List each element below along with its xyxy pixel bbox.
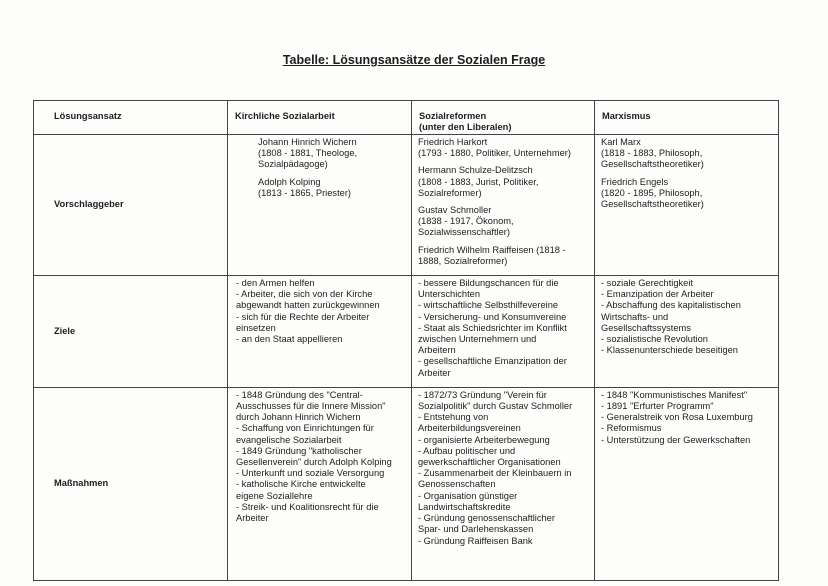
table-cell-marx xyxy=(595,276,779,388)
cell-line: - 1848 Gründung des "Central- xyxy=(236,389,363,400)
table-row xyxy=(34,276,779,388)
cell-line: - Aufbau politischer und xyxy=(418,445,516,456)
cell-line: Arbeiter xyxy=(418,367,451,378)
cell-line: - wirtschaftliche Selbsthilfevereine xyxy=(418,300,559,311)
cell-entry xyxy=(601,278,774,356)
cell-line: Arbeiterbildungsvereinen xyxy=(418,423,521,434)
cell-line: (1813 - 1865, Priester) xyxy=(258,187,352,198)
cell-line: - Unterkunft und soziale Versorgung xyxy=(236,468,385,479)
cell-entry xyxy=(418,390,590,547)
cell-line: Gesellschaftstheoretiker) xyxy=(601,159,704,170)
cell-line: - gesellschaftliche Emanzipation der xyxy=(418,356,567,367)
cell-line: Landwirtschaftskredite xyxy=(418,501,511,512)
table-cell-kirche xyxy=(228,387,412,580)
table-row xyxy=(34,135,779,276)
cell-line: Hermann Schulze-Delitzsch xyxy=(418,165,533,176)
cell-line: - Streik- und Koalitionsrecht für die xyxy=(236,501,379,512)
cell-line: - sozialistische Revolution xyxy=(601,334,708,345)
cell-line: - Klassenunterschiede beseitigen xyxy=(601,345,738,356)
cell-line: (1808 - 1881, Theologe, xyxy=(258,148,358,159)
cell-line: - Generalstreik von Rosa Luxemburg xyxy=(601,412,753,423)
cell-line: - Emanzipation der Arbeiter xyxy=(601,289,714,300)
cell-entry xyxy=(418,165,590,199)
page-title: Tabelle: Lösungsansätze der Sozialen Frage xyxy=(282,53,546,67)
cell-line: - Reformismus xyxy=(601,423,662,434)
cell-line: Wirtschafts- und xyxy=(601,311,669,322)
cell-line: - sich für die Rechte der Arbeiter xyxy=(236,311,370,322)
header-kirchliche-sozialarbeit: Kirchliche Sozialarbeit xyxy=(228,101,412,135)
cell-line: Johann Hinrich Wichern xyxy=(258,137,357,147)
cell-line: eigene Soziallehre xyxy=(236,490,313,501)
cell-line: Arbeiter xyxy=(236,513,269,524)
cell-line: (1820 - 1895, Philosoph, xyxy=(601,187,703,198)
header-marxismus: Marxismus xyxy=(595,101,779,135)
cell-line: Spar- und Darlehenskassen xyxy=(418,524,534,535)
cell-line: Sozialpädagoge) xyxy=(258,159,328,170)
cell-line: Ausschusses für die Innere Mission" xyxy=(236,401,386,412)
cell-entry xyxy=(256,177,407,199)
cell-entry xyxy=(418,278,590,379)
row-label: Maßnahmen xyxy=(34,387,228,580)
cell-line: - Gründung Raiffeisen Bank xyxy=(418,535,533,546)
header-line: Sozialreformen xyxy=(419,111,487,121)
cell-line: - Staat als Schiedsrichter im Konflikt xyxy=(418,322,567,333)
cell-line: - Schaffung von Einrichtungen für xyxy=(236,423,374,434)
cell-entry xyxy=(418,205,590,239)
table-cell-liberal xyxy=(412,135,595,276)
cell-entry xyxy=(418,137,590,159)
table-cell-marx xyxy=(595,135,779,276)
cell-line: (1838 - 1917, Ökonom, xyxy=(418,216,514,227)
table-cell-liberal xyxy=(412,387,595,580)
cell-line: - Organisation günstiger xyxy=(418,490,518,501)
cell-line: Sozialreformer) xyxy=(418,187,482,198)
cell-line: - den Armen helfen xyxy=(236,278,315,289)
header-line: (unter den Liberalen) xyxy=(419,122,512,133)
table-cell-liberal xyxy=(412,276,595,388)
cell-entry xyxy=(601,177,774,211)
table-row xyxy=(34,387,779,580)
cell-line: durch Johann Hinrich Wichern xyxy=(236,412,361,423)
cell-line: Sozialpolitik" durch Gustav Schmoller xyxy=(418,401,573,412)
cell-line: (1808 - 1883, Jurist, Politiker, xyxy=(418,176,539,187)
cell-line: Gustav Schmoller xyxy=(418,205,492,216)
row-label: Ziele xyxy=(34,276,228,388)
cell-line: Gesellschaftssystems xyxy=(601,322,691,333)
cell-line: Arbeitern xyxy=(418,345,456,356)
cell-entry xyxy=(256,137,407,171)
cell-line: - Zusammenarbeit der Kleinbauern in xyxy=(418,468,572,479)
cell-entry xyxy=(601,137,774,171)
cell-line: Friedrich Engels xyxy=(601,176,669,187)
cell-line: gewerkschaftlicher Organisationen xyxy=(418,457,561,468)
cell-line: - organisierte Arbeiterbewegung xyxy=(418,434,550,445)
cell-line: einsetzen xyxy=(236,322,276,333)
cell-line: - 1849 Gründung "katholischer xyxy=(236,445,362,456)
cell-line: (1818 - 1883, Philosoph, xyxy=(601,148,703,159)
cell-line: Gesellenverein" durch Adolph Kolping xyxy=(236,457,392,468)
cell-line: Genossenschaften xyxy=(418,479,496,490)
cell-line: - Versicherung- und Konsumvereine xyxy=(418,311,567,322)
table-cell-kirche xyxy=(228,276,412,388)
table-cell-kirche xyxy=(228,135,412,276)
cell-line: abgewandt hatten zurückgewinnen xyxy=(236,300,380,311)
solutions-table xyxy=(33,100,779,581)
cell-line: - bessere Bildungschancen für die xyxy=(418,278,559,289)
cell-line: - 1848 "Kommunistisches Manifest" xyxy=(601,389,748,400)
cell-line: - Arbeiter, die sich von der Kirche xyxy=(236,289,373,300)
cell-line: Friedrich Harkort xyxy=(418,137,488,147)
cell-line: Unterschichten xyxy=(418,289,481,300)
cell-entry xyxy=(234,390,407,524)
cell-entry xyxy=(234,278,407,345)
cell-line: - Entstehung von xyxy=(418,412,489,423)
cell-line: zwischen Unternehmern und xyxy=(418,334,537,345)
row-label: Vorschlaggeber xyxy=(34,135,228,276)
table-cell-marx xyxy=(595,387,779,580)
table-header-row xyxy=(34,101,779,135)
cell-entry xyxy=(601,390,774,446)
cell-line: Gesellschaftstheoretiker) xyxy=(601,199,704,210)
cell-line: Sozialwissenschaftler) xyxy=(418,227,510,238)
cell-line: - soziale Gerechtigkeit xyxy=(601,278,693,289)
cell-line: - katholische Kirche entwickelte xyxy=(236,479,366,490)
cell-line: Friedrich Wilhelm Raiffeisen (1818 - xyxy=(418,244,566,255)
cell-line: - an den Staat appellieren xyxy=(236,334,343,345)
cell-entry xyxy=(418,245,590,267)
cell-line: - Gründung genossenschaftlicher xyxy=(418,513,555,524)
cell-line: - 1891 "Erfurter Programm" xyxy=(601,401,714,412)
cell-line: - 1872/73 Gründung "Verein für xyxy=(418,389,547,400)
cell-line: - Abschaffung des kapitalistischen xyxy=(601,300,741,311)
cell-line: evangelische Sozialarbeit xyxy=(236,434,342,445)
cell-line: 1888, Sozialreformer) xyxy=(418,255,508,266)
header-loesungsansatz: Lösungsansatz xyxy=(34,101,228,135)
header-sozialreformen xyxy=(412,101,595,135)
cell-line: Adolph Kolping xyxy=(258,176,321,187)
cell-line: - Unterstützung der Gewerkschaften xyxy=(601,434,751,445)
cell-line: (1793 - 1880, Politiker, Unternehmer) xyxy=(418,148,571,159)
header-sozialreformen-text xyxy=(419,111,588,133)
cell-line: Karl Marx xyxy=(601,137,641,147)
